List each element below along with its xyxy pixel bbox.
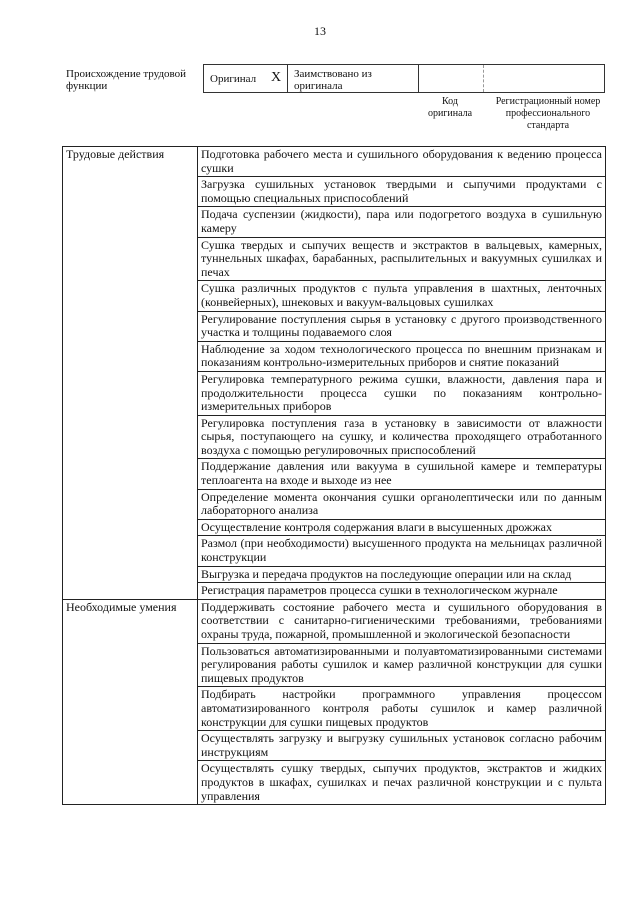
table-row — [63, 147, 606, 177]
section-item: Осуществление контроля содержания влаги в высушенных дрожжах — [198, 519, 606, 536]
reg-number-label: Регистрационный номер профессионального стандарта — [495, 96, 601, 131]
section-title: Необходимые умения — [63, 599, 198, 804]
section-item: Регистрация параметров процесса сушки в технологическом журнале — [198, 583, 606, 600]
section-item: Осуществлять загрузку и выгрузку сушильных установок согласно рабочим инструкциям — [198, 731, 606, 761]
section-item: Поддержание давления или вакуума в сушильной камере и температуры теплоагента на входе и выходе из нее — [198, 459, 606, 489]
code-label: Код оригинала — [427, 96, 473, 119]
borrowed-cell — [288, 65, 419, 92]
section-item: Выгрузка и передача продуктов на последующие операции или на склад — [198, 566, 606, 583]
code-cell — [419, 65, 484, 92]
section-item: Регулирование поступления сырья в установку с другого производственного участка и толщины подаваемого слоя — [198, 311, 606, 341]
borrowed-label: Заимствовано из оригинала — [294, 68, 372, 92]
page-number: 13 — [314, 24, 326, 38]
section-item: Регулировка поступления газа в установку в зависимости от влажности сырья, поступающего на сушку, и количества проходящего отработанного воздуха с помощью регулировочных приспособлений — [198, 415, 606, 459]
original-label: Оригинал — [210, 73, 257, 85]
table-row — [63, 599, 606, 643]
section-title: Трудовые действия — [63, 147, 198, 600]
section-item: Сушка различных продуктов с пульта управления в шахтных, ленточных (конвейерных), шнековых и вакуум-вальцовых сушилках — [198, 281, 606, 311]
original-cell — [204, 65, 288, 92]
functions-table — [62, 146, 606, 805]
section-item: Определение момента окончания сушки органолептически или по данным лабораторного анализа — [198, 489, 606, 519]
section-item: Поддерживать состояние рабочего места и сушильного оборудования в соответствии с санитарно-гигиеническими требованиями, требованиями охраны труда, пожарной, промышленной и экологической безопасности — [198, 599, 606, 643]
section-item: Пользоваться автоматизированными и полуавтоматизированными системами регулирования работы сушилок и камер различной конструкции для сушки пищевых продуктов — [198, 643, 606, 687]
section-item: Подача суспензии (жидкости), пара или подогретого воздуха в сушильную камеру — [198, 207, 606, 237]
section-item: Регулировка температурного режима сушки, влажности, давления пара и продолжительности процесса сушки по показаниям контрольно-измерительных приборов — [198, 371, 606, 415]
section-item: Подбирать настройки программного управления процессом автоматизированного контроля работы сушилок и камер различной конструкции для сушки пищевых продуктов — [198, 687, 606, 731]
original-mark: X — [271, 70, 282, 85]
reg-number-cell — [484, 65, 604, 92]
section-item: Подготовка рабочего места и сушильного оборудования к ведению процесса сушки — [198, 147, 606, 177]
section-item: Осуществлять сушку твердых, сыпучих продуктов, экстрактов и жидких продуктов в шкафах, сушилках и печах различной конструкции и с пульта управления — [198, 761, 606, 805]
section-item: Загрузка сушильных установок твердыми и сыпучими продуктами с помощью специальных приспособлений — [198, 177, 606, 207]
section-item: Наблюдение за ходом технологического процесса по внешним признакам и показаниям контрольно-измерительных приборов и снятие показаний — [198, 341, 606, 371]
origin-label: Происхождение трудовой функции — [66, 68, 187, 92]
section-item: Сушка твердых и сыпучих веществ и экстрактов в вальцевых, камерных, туннельных шкафах, барабанных, распылительных и вакуумных сушилках и печах — [198, 237, 606, 281]
origin-box — [203, 64, 605, 93]
section-item: Размол (при необходимости) высушенного продукта на мельницах различной конструкции — [198, 536, 606, 566]
